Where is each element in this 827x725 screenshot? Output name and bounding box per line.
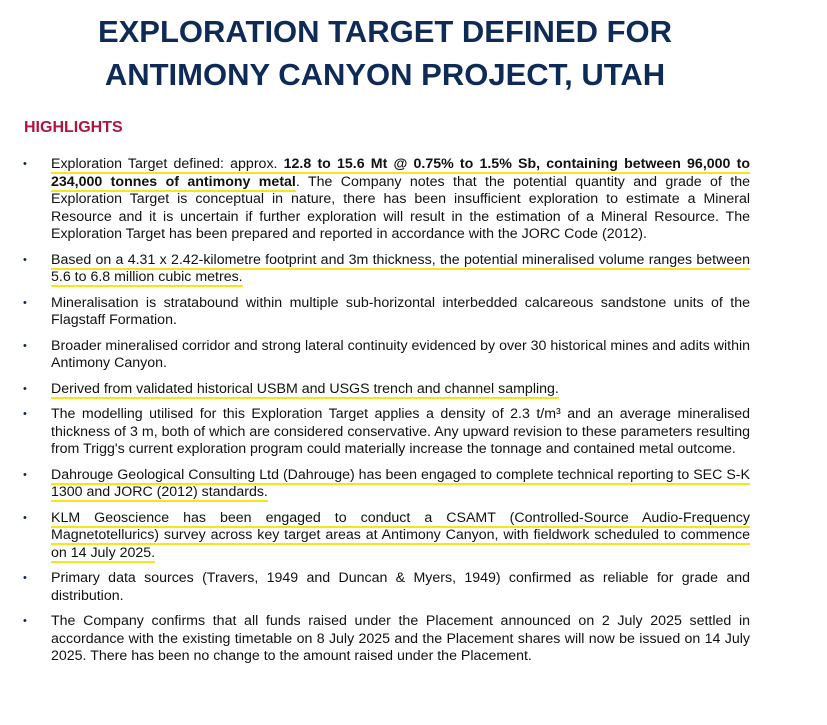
item-text: Broader mineralised corridor and strong lateral continuity evidenced by over 30 historical mines and adits within Antimony Canyon. (51, 337, 750, 371)
highlight-item-sampling (20, 381, 750, 399)
highlights-heading: HIGHLIGHTS (24, 119, 123, 136)
item-text-rest: . The Company notes that the potential quantity and grade of the Exploration Target is conceptual in nature, there has been insufficient exploration to estimate a Mineral Resource and it is uncertain if further exploration will result in the estimation of a Mineral Resource. The Exploration Target has been prepared and reported in accordance with the JORC Code (2012). (51, 173, 750, 242)
item-text-intro: Exploration Target defined: approx. (51, 156, 284, 172)
title-line-1: EXPLORATION TARGET DEFINED FOR (97, 14, 673, 49)
bullet-icon: • (23, 382, 27, 395)
item-text: Mineralisation is stratabound within multiple sub-horizontal interbedded calcareous sandstone units of the Flagstaff Formation. (51, 294, 750, 328)
page-title (0, 10, 770, 96)
bullet-icon: • (23, 296, 27, 309)
item-text: The Company confirms that all funds raised under the Placement announced on 2 July 2025 settled in accordance with the existing timetable on 8 July 2025 and the Placement shares will now be issued on 14 July 2025. There has been no change to the amount raised under the Placement. (51, 613, 750, 664)
highlight-item-mineralisation (20, 295, 750, 330)
bullet-icon: • (23, 511, 27, 524)
highlight-item-data-sources (20, 570, 750, 605)
highlights-list (20, 156, 750, 674)
bullet-icon: • (23, 615, 27, 627)
highlight-item-corridor (20, 338, 750, 373)
highlight-item-modelling (20, 406, 750, 459)
item-text-bold-target: 12.8 to 15.6 Mt @ 0.75% to 1.5% Sb, containing between 96,000 to 234,000 tonnes of antimony metal (51, 156, 751, 190)
highlight-item-dahrouge (20, 467, 750, 502)
item-text: KLM Geoscience has been engaged to conduct a CSAMT (Controlled-Source Audio-Frequency Magnetotellurics) survey across key target areas at Antimony Canyon, with fieldwork scheduled to commence on 14 July 2025. (51, 509, 750, 561)
highlight-item-klm-survey (20, 510, 750, 563)
title-line-2: ANTIMONY CANYON PROJECT, UTAH (104, 57, 666, 92)
item-text: Primary data sources (Travers, 1949 and Duncan & Myers, 1949) confirmed as reliable for grade and distribution. (51, 570, 750, 604)
item-text: Derived from validated historical USBM and USGS trench and channel sampling. (51, 380, 559, 397)
highlight-item-footprint (20, 252, 750, 287)
item-text: The modelling utilised for this Exploration Target applies a density of 2.3 t/m³ and an average mineralised thickness of 3 m, both of which are considered conservative. Any upward revision to these parameters resulting from Trigg's current exploration program could materially increase the tonnage and contained metal outcome. (51, 406, 750, 457)
bullet-icon: • (23, 468, 27, 481)
item-text: Dahrouge Geological Consulting Ltd (Dahrouge) has been engaged to complete technical reporting to SEC S-K 1300 and JORC (2012) standards. (51, 466, 750, 500)
bullet-icon: • (23, 408, 27, 420)
item-text: Based on a 4.31 x 2.42-kilometre footprint and 3m thickness, the potential mineralised volume ranges between 5.6 to 6.8 million cubic metres. (51, 251, 750, 285)
bullet-icon: • (23, 253, 27, 266)
bullet-icon: • (23, 572, 27, 584)
bullet-icon: • (23, 339, 27, 352)
bullet-icon: • (23, 158, 27, 170)
highlight-item-placement (20, 613, 750, 666)
highlight-item-exploration-target (20, 156, 750, 244)
